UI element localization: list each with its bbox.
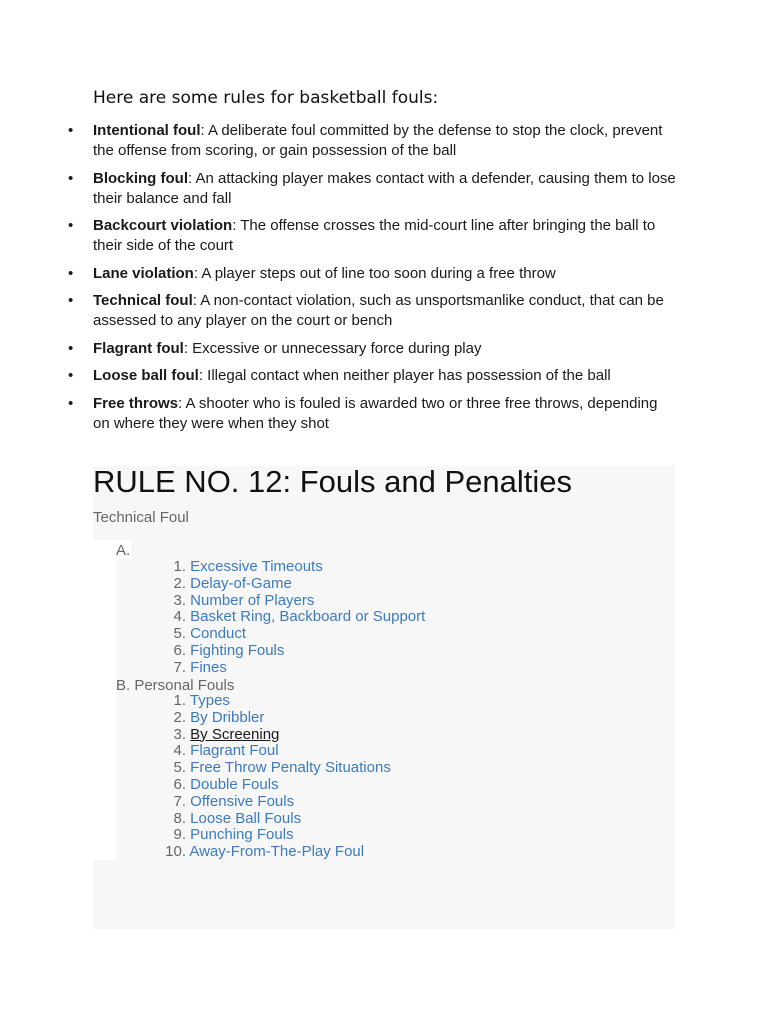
list-item bbox=[68, 291, 678, 331]
list-item bbox=[68, 366, 678, 386]
rule-term: Free throws bbox=[93, 394, 179, 412]
foul-rules-list bbox=[68, 121, 678, 441]
bullet-icon: • bbox=[68, 264, 74, 282]
item-number: 6. bbox=[173, 641, 186, 659]
item-number: 5. bbox=[173, 759, 186, 777]
rule-term: Lane violation bbox=[93, 264, 194, 282]
rule-term: Backcourt violation bbox=[93, 217, 233, 234]
list-item[interactable] bbox=[150, 626, 425, 643]
page-title: RULE NO. 12: Fouls and Penalties bbox=[93, 464, 573, 499]
link-fines[interactable]: Fines bbox=[190, 658, 227, 676]
list-item[interactable] bbox=[150, 743, 391, 760]
list-item[interactable] bbox=[150, 609, 425, 626]
list-item[interactable] bbox=[150, 693, 391, 710]
list-item[interactable] bbox=[150, 643, 425, 660]
bullet-icon: • bbox=[68, 339, 74, 357]
bullet-icon: • bbox=[68, 217, 74, 234]
list-item[interactable] bbox=[150, 727, 391, 744]
list-item[interactable] bbox=[150, 559, 425, 576]
link-punching-fouls[interactable]: Punching Fouls bbox=[190, 826, 294, 844]
link-fighting-fouls[interactable]: Fighting Fouls bbox=[190, 641, 285, 659]
section-a-label: A. bbox=[116, 542, 131, 559]
link-flagrant-foul[interactable]: Flagrant Foul bbox=[190, 742, 279, 760]
rule-term: Intentional foul bbox=[93, 122, 201, 139]
list-item bbox=[68, 394, 678, 434]
rule-description: : An attacking player makes contact with a defender, causing them to lose their balance and fall bbox=[93, 169, 676, 207]
link-number-of-players[interactable]: Number of Players bbox=[190, 591, 315, 609]
link-free-throw-penalty[interactable]: Free Throw Penalty Situations bbox=[190, 759, 391, 777]
list-item[interactable] bbox=[150, 593, 425, 610]
item-number: 2. bbox=[173, 708, 186, 726]
link-loose-ball-fouls[interactable]: Loose Ball Fouls bbox=[190, 809, 302, 827]
section-b-label: B. Personal Fouls bbox=[116, 677, 235, 694]
list-item[interactable] bbox=[150, 576, 425, 593]
rule-description: : A non-contact violation, such as unsportsmanlike conduct, that can be assessed to any player on the court or bench bbox=[93, 292, 664, 329]
bullet-icon: • bbox=[68, 122, 74, 139]
rule-description: : A deliberate foul committed by the defense to stop the clock, prevent the offense from scoring, or gain possession of the ball bbox=[93, 122, 663, 159]
section-b-list bbox=[150, 693, 391, 861]
rule-term: Blocking foul bbox=[93, 169, 188, 187]
list-item bbox=[68, 216, 678, 256]
rule-term: Flagrant foul bbox=[93, 339, 184, 357]
item-number: 3. bbox=[173, 725, 186, 743]
panel-subtitle: Technical Foul bbox=[93, 509, 189, 526]
list-item[interactable] bbox=[150, 827, 391, 844]
list-item[interactable] bbox=[150, 811, 391, 828]
link-by-dribbler[interactable]: By Dribbler bbox=[190, 708, 265, 726]
item-number: 1. bbox=[173, 558, 186, 575]
list-item[interactable] bbox=[150, 844, 391, 861]
rule-description: : Illegal contact when neither player has possession of the ball bbox=[198, 367, 611, 384]
rule-description: : A player steps out of line too soon during a free throw bbox=[193, 264, 556, 282]
list-item bbox=[68, 264, 678, 284]
list-item[interactable] bbox=[150, 710, 391, 727]
item-number: 7. bbox=[173, 658, 186, 676]
item-number: 6. bbox=[173, 775, 186, 793]
bullet-icon: • bbox=[68, 394, 74, 412]
link-delay-of-game[interactable]: Delay-of-Game bbox=[190, 574, 292, 592]
list-item[interactable] bbox=[150, 794, 391, 811]
link-basket-ring[interactable]: Basket Ring, Backboard or Support bbox=[190, 608, 426, 626]
link-excessive-timeouts[interactable]: Excessive Timeouts bbox=[190, 558, 323, 575]
panel-cutout bbox=[93, 559, 116, 860]
item-number: 9. bbox=[173, 826, 186, 844]
link-away-from-the-play[interactable]: Away-From-The-Play Foul bbox=[189, 843, 365, 861]
rule-description: : The offense crosses the mid-court line after bringing the ball to their side of the court bbox=[93, 217, 656, 254]
bullet-icon: • bbox=[68, 292, 74, 309]
list-item[interactable] bbox=[150, 777, 391, 794]
link-types[interactable]: Types bbox=[189, 692, 230, 709]
list-item[interactable] bbox=[150, 660, 425, 677]
link-double-fouls[interactable]: Double Fouls bbox=[190, 775, 279, 793]
intro-text: Here are some rules for basketball fouls: bbox=[93, 88, 439, 108]
rule-description: : A shooter who is fouled is awarded two or three free throws, depending on where they were when they shot bbox=[93, 394, 658, 432]
item-number: 3. bbox=[173, 591, 186, 609]
rule-term: Loose ball foul bbox=[93, 367, 199, 384]
rule-description: : Excessive or unnecessary force during play bbox=[183, 339, 482, 357]
bullet-icon: • bbox=[68, 169, 74, 187]
list-item[interactable] bbox=[150, 760, 391, 777]
link-conduct[interactable]: Conduct bbox=[190, 625, 247, 643]
link-by-screening[interactable]: By Screening bbox=[190, 725, 280, 743]
item-number: 8. bbox=[173, 809, 186, 827]
list-item bbox=[68, 169, 678, 209]
item-number: 4. bbox=[173, 608, 186, 626]
list-item bbox=[68, 339, 678, 359]
item-number: 4. bbox=[173, 742, 186, 760]
bullet-icon: • bbox=[68, 367, 74, 384]
item-number: 7. bbox=[173, 792, 186, 810]
item-number: 10. bbox=[165, 843, 186, 861]
list-item bbox=[68, 121, 678, 161]
link-offensive-fouls[interactable]: Offensive Fouls bbox=[190, 792, 295, 810]
item-number: 5. bbox=[173, 625, 186, 643]
rule-term: Technical foul bbox=[93, 292, 193, 309]
item-number: 2. bbox=[173, 574, 186, 592]
section-a-list bbox=[150, 559, 425, 677]
item-number: 1. bbox=[173, 692, 186, 709]
